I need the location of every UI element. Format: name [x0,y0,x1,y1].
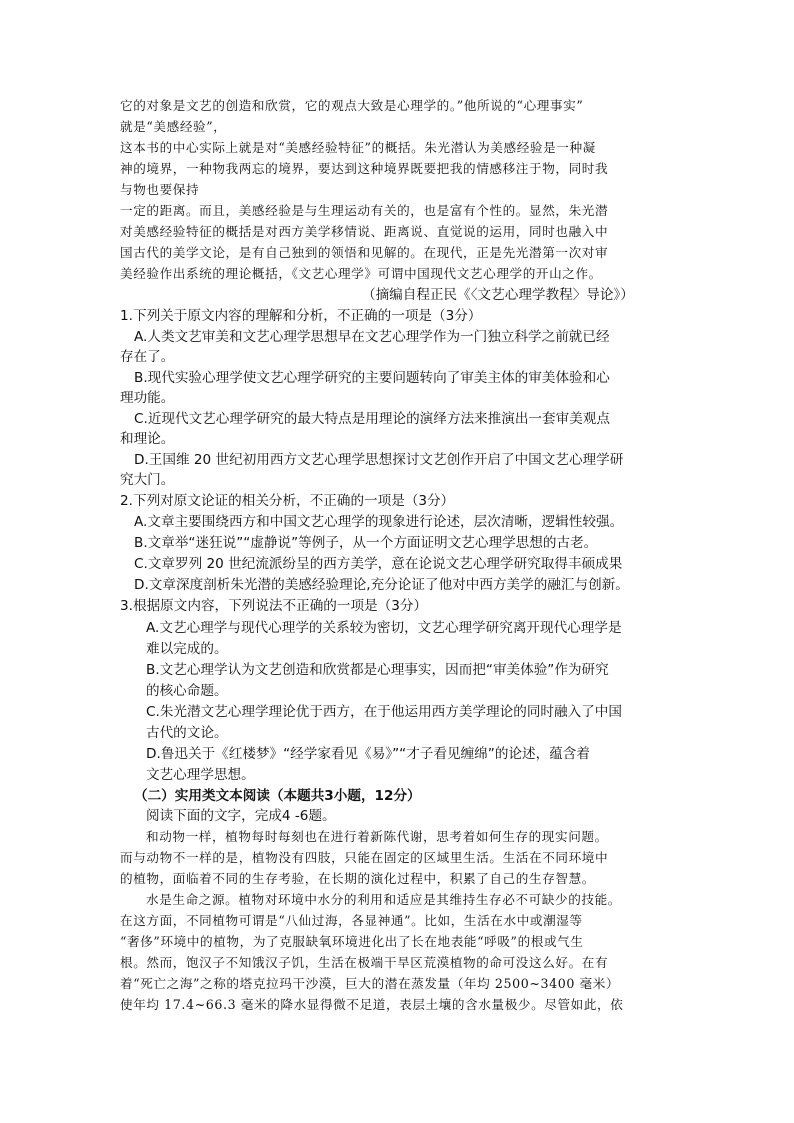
passage2-line: 使年均 17.4~66.3 毫米的降水显得微不足道，表层土壤的含水量极少。尽管如此，依 [120,997,624,1012]
question-3-option-d-cont: 文艺心理学思想。 [146,767,255,783]
passage1-line: 美经验作出系统的理论概括，《文艺心理学》可谓中国现代文艺心理学的开山之作。 [120,266,602,281]
passage2-line: 水是生命之源。植物对环境中水分的利用和适应是其维持生存必不可缺少的技能。 [146,892,621,907]
question-1-option-a-cont: 存在了。 [120,349,175,365]
question-2-option-c: C.文章罗列 20 世纪流派纷呈的西方美学，意在论说文艺心理学研究取得丰硕成果 [134,556,623,572]
question-1-option-c: C.近现代文艺心理学研究的最大特点是用理论的演绎方法来推演出一套审美观点 [134,411,610,427]
question-2-option-a: A.文章主要围绕西方和中国文艺心理学的现象进行论述，层次清晰，逻辑性较强。 [134,514,624,530]
question-3-stem: 3.根据原文内容，下列说法不正确的一项是（3分） [120,598,428,614]
section-2-heading: （二）实用类文本阅读（本题共3小题，12分） [134,788,421,804]
passage1-line: 对美感经验特征的概括是对西方美学移情说、距离说、直觉说的运用，同时也融入中 [120,224,609,239]
passage1-line: 一定的距离。而且，美感经验是与生理运动有关的，也是富有个性的。显然，朱光潜 [120,203,609,218]
section-2-instruction: 阅读下面的文字，完成4 -6题。 [146,808,336,824]
passage1-line: 神的境界，一种物我两忘的境界，要达到这种境界既要把我的情感移注于物，同时我 [120,161,609,176]
passage1-line: 这本书的中心实际上就是对“美感经验特征”的概括。朱光潜认为美感经验是一种凝 [120,140,596,155]
passage2-line: 的植物，面临着不同的生存考验，在长期的演化过程中，积累了自己的生存智慧。 [120,871,595,886]
passage2-line: 和动物一样，植物每时每刻也在进行着新陈代谢，思考着如何生存的现实问题。 [146,829,608,844]
question-3-option-c: C.朱光潜文艺心理学理论优于西方，在于他运用西方美学理论的同时融入了中国 [146,704,622,720]
question-3-option-b-cont: 的核心命题。 [146,683,228,699]
question-1-option-b: B.现代实验心理学使文艺心理学研究的主要问题转向了审美主体的审美体验和心 [134,370,610,386]
passage2-line: 根。然而，饱汉子不知饿汉子饥，生活在极端干旱区荒漠植物的命可没这么好。在有 [120,955,609,970]
passage2-line: 而与动物不一样的是，植物没有四肢，只能在固定的区域里生活。生活在不同环境中 [120,850,609,865]
question-1-option-c-cont: 和理论。 [120,431,175,447]
question-3-option-b: B.文艺心理学认为文艺创造和欣赏都是心理事实，因而把“审美体验”作为研究 [146,662,609,678]
question-1-option-b-cont: 理功能。 [120,390,175,406]
passage2-line: “奢侈”环境中的植物，为了克服缺氧环境进化出了长在地表能“呼吸”的根或气生 [120,934,584,949]
question-2-option-b: B.文章举“迷狂说”“虚静说”等例子，从一个方面证明文艺心理学思想的古老。 [134,535,598,551]
passage1-line: 就是“美感经验”， [120,119,227,134]
question-1-option-d-cont: 究大门。 [120,472,175,488]
question-1-option-d: D.王国维 20 世纪初用西方文艺心理学思想探讨文艺创作开启了中国文艺心理学研 [134,452,624,468]
question-3-option-a-cont: 难以完成的。 [146,641,228,657]
question-3-option-a: A.文艺心理学与现代心理学的关系较为密切，文艺心理学研究离开现代心理学是 [146,620,622,636]
passage1-line: 它的对象是文艺的创造和欣赏，它的观点大致是心理学的。”他所说的“心理事实” [120,98,584,113]
question-3-option-c-cont: 古代的文论。 [146,725,228,741]
passage1-line: 与物也要保持 [120,182,200,197]
question-2-option-d: D.文章深度剖析朱光潜的美感经验理论,充分论证了他对中西方美学的融汇与创新。 [134,577,629,593]
question-1-option-a: A.人类文艺审美和文艺心理学思想早在文艺心理学作为一门独立科学之前就已经 [134,329,610,345]
question-3-option-d: D.鲁迅关于《红楼梦》“经学家看见《易》”“才子看见缠绵”的论述，蕴含着 [146,746,590,762]
passage1-source: （摘编自程正民《〈文艺心理学教程〉导论》） [362,287,634,303]
passage1-line: 国古代的美学文论，是有自己独到的领悟和见解的。在现代，正是先光潜第一次对审 [120,245,609,260]
question-1-stem: 1.下列关于原文内容的理解和分析，不正确的一项是（3分） [120,308,482,324]
passage2-line: 着“死亡之海”之称的塔克拉玛干沙漠，巨大的潜在蒸发量（年均 2500~3400 毫米） [120,976,620,991]
passage2-line: 在这方面，不同植物可谓是“八仙过海，各显神通”。比如，生活在水中或潮湿等 [120,913,583,928]
question-2-stem: 2.下列对原文论证的相关分析，不正确的一项是（3分） [120,493,455,509]
